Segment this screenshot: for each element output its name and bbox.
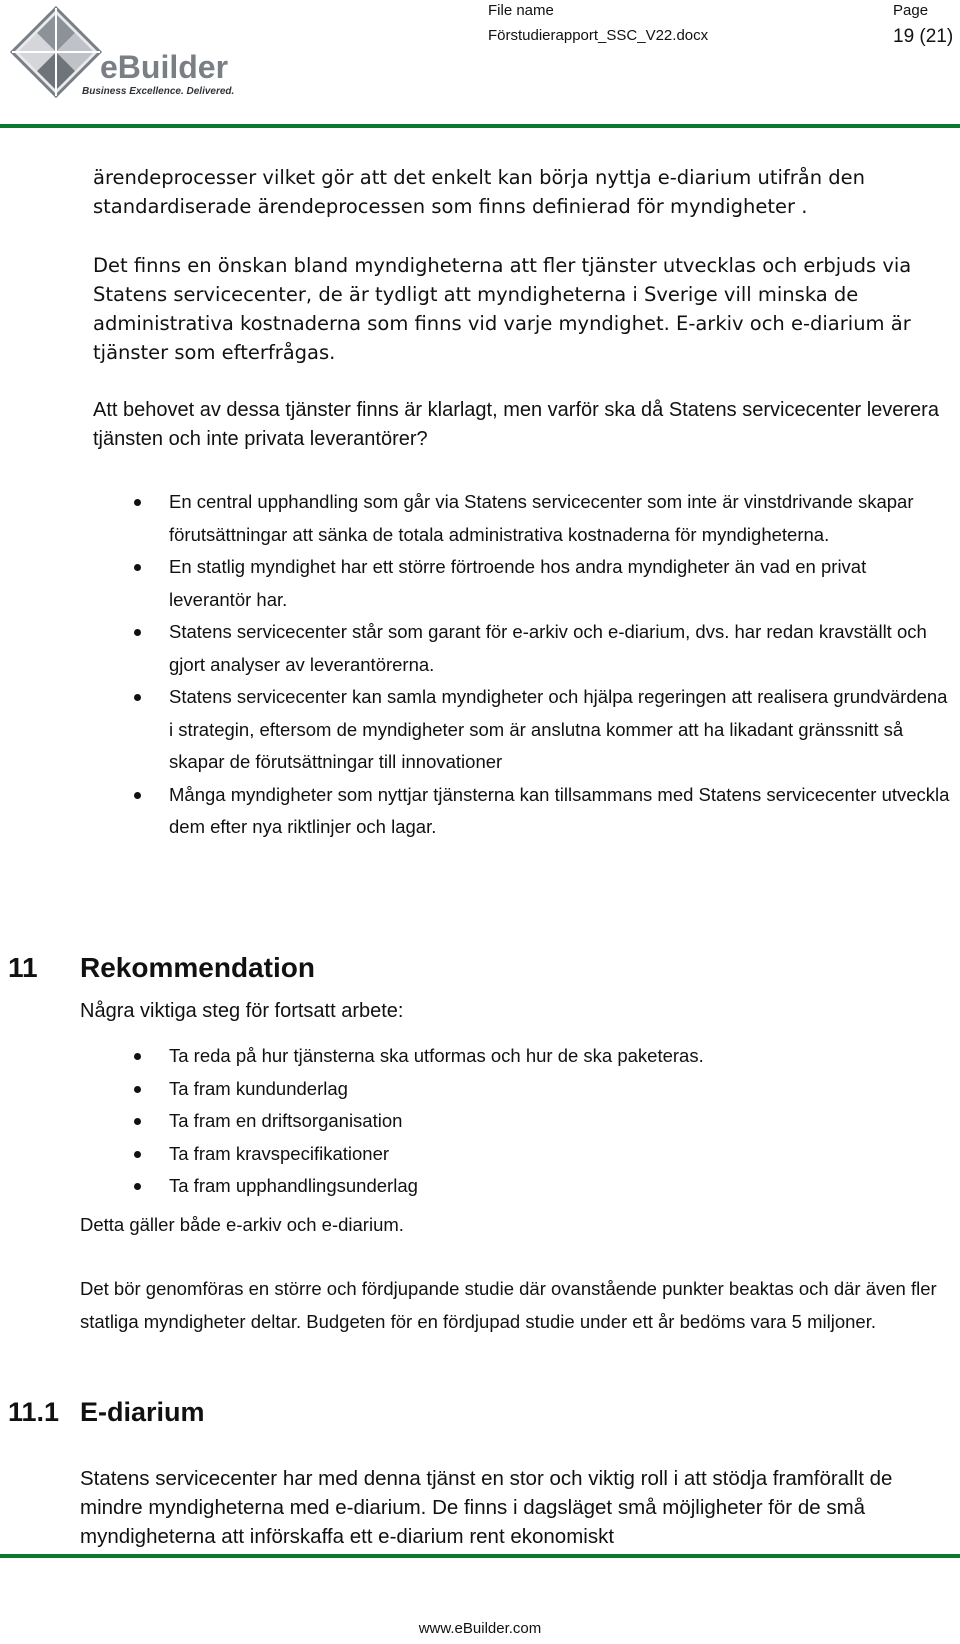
intro-paragraph: ärendeprocesser vilket gör att det enkelt kan börja nyttja e-diarium utifrån den standardiserade ärendeprocessen som finns definierad för myndigheter . xyxy=(93,166,866,218)
section-heading-11 xyxy=(8,952,315,984)
section-title: Rekommendation xyxy=(80,952,315,983)
scope-note: Detta gäller både e-arkiv och e-diarium. xyxy=(80,1214,404,1235)
paragraph-study: Det bör genomföras en större och fördjupande studie där ovanstående punkter beaktas och där även fler statliga myndigheter deltar. Budgeten för en fördjupad studie under ett år bedöms vara 5 miljoner. xyxy=(80,1278,937,1332)
header-divider xyxy=(0,124,960,128)
paragraph-question: Att behovet av dessa tjänster finns är klarlagt, men varför ska då Statens servicecenter leverera tjänsten och inte privata leverantörer? xyxy=(93,399,939,450)
list-item: Statens servicecenter står som garant för e-arkiv och e-diarium, dvs. har redan kravställt och gjort analyser av leverantörerna. xyxy=(93,616,953,681)
list-item: Ta reda på hur tjänsterna ska utformas och hur de ska paketeras. xyxy=(80,1040,940,1073)
list-item: En central upphandling som går via Statens servicecenter som inte är vinstdrivande skapar förutsättningar att sänka de totala administrativa kostnaderna för myndigheterna. xyxy=(93,486,953,551)
page-number: 19 (21) xyxy=(893,26,954,47)
section-title: E-diarium xyxy=(80,1397,205,1427)
ebuilder-logo xyxy=(8,4,240,104)
list-item: Ta fram kundunderlag xyxy=(80,1073,940,1106)
logo-wordmark: eBuilder xyxy=(100,49,229,85)
list-item: Statens servicecenter kan samla myndigheter och hjälpa regeringen att realisera grundvärdena i strategin, eftersom de myndigheter som är anslutna kommer att ha likadant gränssnitt så skapar de förutsättningar till innovationer xyxy=(93,681,953,779)
list-item: Ta fram en driftsorganisation xyxy=(80,1105,940,1138)
list-item: En statlig myndighet har ett större förtroende hos andra myndigheter än vad en privat leverantör har. xyxy=(93,551,953,616)
file-name-value: Förstudierapport_SSC_V22.docx xyxy=(488,27,709,44)
section-number: 11 xyxy=(8,952,38,983)
section-heading-11-1 xyxy=(8,1397,205,1428)
logo-tagline: Business Excellence. Delivered. xyxy=(82,86,235,97)
list-item: Ta fram upphandlingsunderlag xyxy=(80,1170,940,1203)
reasons-list xyxy=(93,486,953,844)
footer-divider xyxy=(0,1554,960,1558)
page-label: Page xyxy=(893,2,929,19)
footer-url: www.eBuilder.com xyxy=(418,1620,542,1637)
section-number: 11.1 xyxy=(8,1397,60,1427)
section-subtitle: Några viktiga steg för fortsatt arbete: xyxy=(80,1000,404,1022)
paragraph-ediarium: Statens servicecenter har med denna tjänst en stor och viktig roll i att stödja framförallt de mindre myndigheterna med e-diarium. De finns i dagsläget små möjligheter för de små myndigheterna att införskaffa ett e-diarium rent ekonomiskt xyxy=(80,1466,893,1548)
list-item: Ta fram kravspecifikationer xyxy=(80,1138,940,1171)
list-item: Många myndigheter som nyttjar tjänsterna kan tillsammans med Statens servicecenter utveckla dem efter nya riktlinjer och lagar. xyxy=(93,779,953,844)
steps-list xyxy=(80,1040,940,1203)
paragraph-demand: Det finns en önskan bland myndigheterna att fler tjänster utvecklas och erbjuds via Statens servicecenter, de är tydligt att myndigheterna i Sverige vill minska de administrativa kostnaderna som finns vid varje myndighet. E-arkiv och e-diarium är tjänster som efterfrågas. xyxy=(93,254,912,364)
file-name-label: File name xyxy=(488,2,554,19)
